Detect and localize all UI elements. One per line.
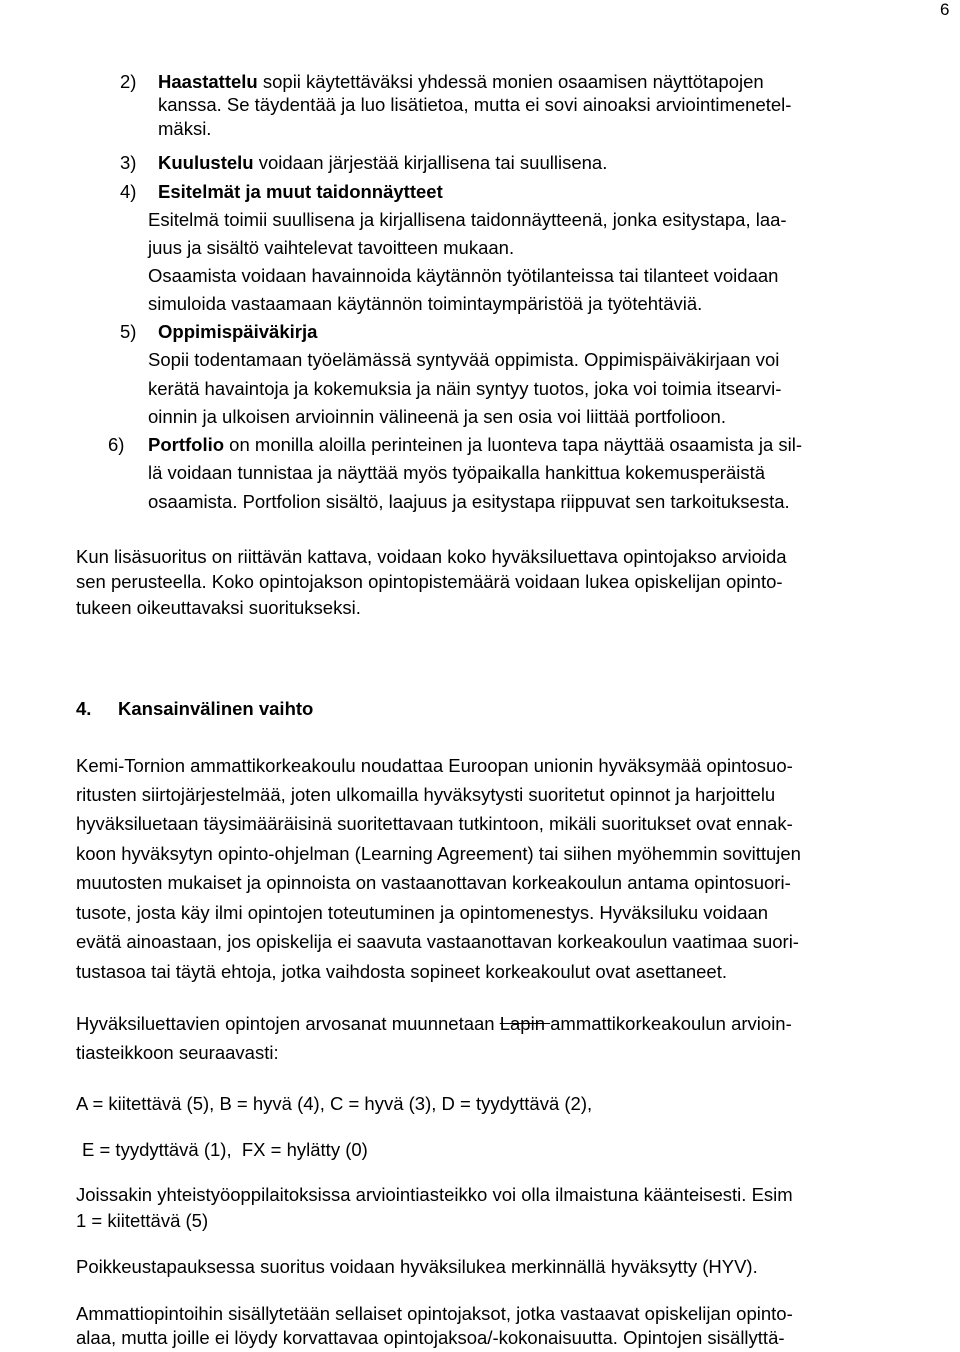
- paragraph-line: ritusten siirtojärjestelmää, joten ulkomailla hyväksytysti suoritetut opinnot ja harjoittelu: [76, 784, 776, 805]
- list-item-line: [148, 433, 802, 457]
- list-item-line: kanssa. Se täydentää ja luo lisätietoa, mutta ei sovi ainoaksi arviointimenetel-: [158, 94, 792, 115]
- paragraph-line: sen perusteella. Koko opintojakson opintopistemäärä voidaan lukea opiskelijan opinto-: [76, 571, 783, 592]
- list-term: Portfolio: [148, 434, 225, 455]
- text-span: Hyväksiluettavien opintojen arvosanat muunnetaan: [76, 1013, 500, 1034]
- paragraph-line: alaa, mutta joille ei löydy korvattavaa opintojaksoa/-kokonaisuutta. Opintojen sisällyttä-: [76, 1327, 785, 1348]
- list-number: 5): [120, 321, 137, 342]
- list-item-line: osaamista. Portfolion sisältö, laajuus ja esitystapa riippuvat sen tarkoituksesta.: [148, 491, 790, 512]
- paragraph-line: tiasteikkoon seuraavasti:: [76, 1042, 279, 1063]
- section-number: 4.: [76, 698, 92, 719]
- paragraph-line: Kun lisäsuoritus on riittävän kattava, voidaan koko hyväksiluettava opintojakso arvioida: [76, 546, 787, 567]
- paragraph-line: Poikkeustapauksessa suoritus voidaan hyväksilukea merkinnällä hyväksytty (HYV).: [76, 1256, 758, 1277]
- paragraph-line: tustasoa tai täytä ehtoja, jotka vaihdosta sopineet korkeakoulut ovat asettaneet.: [76, 961, 728, 982]
- list-item-line: Esitelmä toimii suullisena ja kirjallisena taidonnäytteenä, jonka esitystapa, laa-: [148, 209, 787, 230]
- list-term: Kuulustelu: [158, 152, 254, 173]
- paragraph-line: tusote, josta käy ilmi opintojen toteutuminen ja opintomenestys. Hyväksiluku voidaan: [76, 902, 769, 923]
- paragraph-line: hyväksiluetaan täysimääräisinä suoritettavaan tutkintoon, mikäli suoritukset ovat ennak-: [76, 813, 793, 834]
- list-item-line: Osaamista voidaan havainnoida käytännön työtilanteissa tai tilanteet voidaan: [148, 265, 779, 286]
- list-item-line: juus ja sisältö vaihtelevat tavoitteen mukaan.: [148, 237, 515, 258]
- list-item-line: [158, 151, 607, 175]
- list-text: sopii käytettäväksi yhdessä monien osaamisen näyttötapojen: [257, 71, 764, 92]
- grading-scale-line: A = kiitettävä (5), B = hyvä (4), C = hyvä (3), D = tyydyttävä (2),: [76, 1093, 593, 1114]
- list-item-line: mäksi.: [158, 118, 212, 139]
- list-term: Haastattelu: [158, 71, 258, 92]
- paragraph-line: muutosten mukaiset ja opinnoista on vastaanottavan korkeakoulun antama opintosuori-: [76, 872, 791, 893]
- grading-scale-line: E = tyydyttävä (1), FX = hylätty (0): [82, 1139, 368, 1160]
- text-span: ammattikorkeakoulun arvioin-: [550, 1013, 792, 1034]
- paragraph-line: koon hyväksytyn opinto-ohjelman (Learning Agreement) tai siihen myöhemmin sovittujen: [76, 843, 801, 864]
- list-number: 3): [120, 152, 137, 173]
- list-text: on monilla aloilla perinteinen ja luonteva tapa näyttää osaamista ja sil-: [224, 434, 803, 455]
- list-item-line: simuloida vastaamaan käytännön toimintaympäristöä ja työtehtäviä.: [148, 293, 703, 314]
- paragraph-line: Joissakin yhteistyöoppilaitoksissa arviointiasteikko voi olla ilmaistuna käänteisesti. Esim: [76, 1184, 793, 1205]
- list-term: Oppimispäiväkirja: [158, 321, 318, 342]
- paragraph-line: Ammattiopintoihin sisällytetään sellaiset opintojaksot, jotka vastaavat opiskelijan opinto-: [76, 1303, 793, 1324]
- list-number: 2): [120, 71, 137, 92]
- list-number: 6): [108, 434, 125, 455]
- list-item-line: [158, 70, 764, 94]
- paragraph-line: [76, 1012, 792, 1036]
- paragraph-line: 1 = kiitettävä (5): [76, 1210, 209, 1231]
- list-item-line: kerätä havaintoja ja kokemuksia ja näin syntyy tuotos, joka voi toimia itsearvi-: [148, 378, 782, 399]
- paragraph-line: evätä ainoastaan, jos opiskelija ei saavuta vastaanottavan korkeakoulun vaatimaa suori-: [76, 931, 799, 952]
- list-number: 4): [120, 181, 137, 202]
- paragraph-line: tukeen oikeuttavaksi suoritukseksi.: [76, 597, 361, 618]
- section-heading: Kansainvälinen vaihto: [118, 698, 314, 719]
- paragraph-line: Kemi-Tornion ammattikorkeakoulu noudattaa Euroopan unionin hyväksymää opintosuo-: [76, 755, 793, 776]
- list-item-line: oinnin ja ulkoisen arvioinnin välineenä ja sen osia voi liittää portfolioon.: [148, 406, 726, 427]
- list-text: voidaan järjestää kirjallisena tai suullisena.: [253, 152, 608, 173]
- struck-text: Lapin: [499, 1013, 551, 1034]
- list-term: Esitelmät ja muut taidonnäytteet: [158, 181, 443, 202]
- list-item-line: Sopii todentamaan työelämässä syntyvää oppimista. Oppimispäiväkirjaan voi: [148, 349, 780, 370]
- page-number: 6: [940, 0, 950, 19]
- list-item-line: lä voidaan tunnistaa ja näyttää myös työpaikalla hankittua kokemusperäistä: [148, 462, 766, 483]
